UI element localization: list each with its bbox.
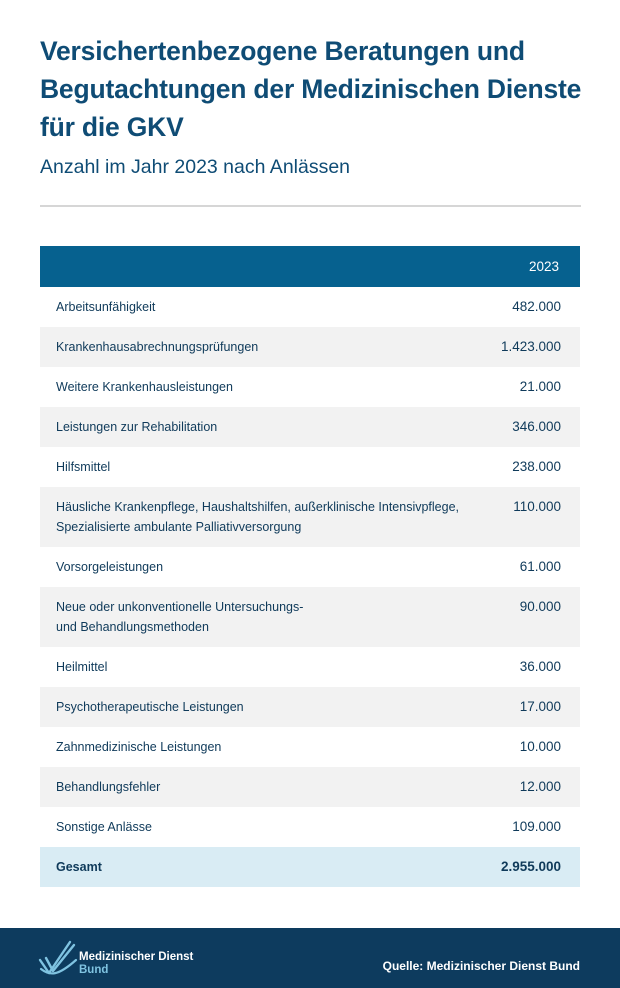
logo-name: Medizinischer Dienst	[79, 951, 194, 963]
row-label: Leistungen zur Rehabilitation	[56, 420, 218, 434]
row-value: 17.000	[519, 699, 561, 714]
row-value: 109.000	[512, 819, 561, 834]
row-value: 61.000	[519, 559, 561, 574]
row-label: Psychotherapeutische Leistungen	[56, 700, 244, 714]
table-row	[40, 547, 580, 587]
row-value: 1.423.000	[500, 339, 561, 354]
row-value: 482.000	[512, 299, 561, 314]
table-row	[40, 727, 580, 767]
row-label: Häusliche Krankenpflege, Haushaltshilfen, außerklinische Intensivpflege, Spezialisierte ambulante Palliativversorgung	[56, 500, 460, 534]
footer	[0, 928, 620, 988]
row-value: 2.955.000	[500, 859, 561, 874]
row-label: Arbeitsunfähigkeit	[56, 300, 156, 314]
table-row-total	[40, 847, 580, 887]
row-label: Zahnmedizinische Leistungen	[56, 740, 222, 754]
table-row	[40, 287, 580, 327]
row-label: Behandlungsfehler	[56, 780, 161, 794]
table-row	[40, 647, 580, 687]
row-value: 90.000	[519, 599, 561, 614]
logo-subname: Bund	[79, 964, 109, 976]
row-value: 110.000	[513, 499, 561, 514]
table-header	[40, 246, 580, 287]
row-label: Hilfsmittel	[56, 460, 111, 474]
row-value: 238.000	[512, 459, 561, 474]
page-title: Versichertenbezogene Beratungen und Begutachtungen der Medizinischen Dienste für die GKV	[40, 36, 582, 142]
data-table	[40, 246, 580, 887]
table-row	[40, 487, 580, 547]
table-body	[40, 287, 580, 847]
row-value: 346.000	[512, 419, 561, 434]
table-row	[40, 807, 580, 847]
row-label: Neue oder unkonventionelle Untersuchungs- und Behandlungsmethoden	[56, 600, 304, 634]
checkmark-logo-icon	[38, 940, 78, 978]
divider	[40, 205, 581, 207]
row-label: Weitere Krankenhausleistungen	[56, 380, 233, 394]
page-subtitle: Anzahl im Jahr 2023 nach Anlässen	[40, 156, 351, 178]
row-value: 36.000	[519, 659, 561, 674]
row-label: Vorsorgeleistungen	[56, 560, 164, 574]
column-header-2023: 2023	[528, 259, 559, 274]
table-row	[40, 767, 580, 807]
table-row	[40, 587, 580, 647]
row-label: Krankenhausabrechnungsprüfungen	[56, 340, 259, 354]
table-row	[40, 447, 580, 487]
table-row	[40, 327, 580, 367]
table-row	[40, 407, 580, 447]
row-label: Sonstige Anlässe	[56, 820, 152, 834]
table-row	[40, 687, 580, 727]
row-value: 21.000	[519, 379, 561, 394]
row-label: Gesamt	[56, 860, 102, 874]
source-note: Quelle: Medizinischer Dienst Bund	[382, 959, 580, 973]
row-value: 12.000	[519, 779, 561, 794]
row-label: Heilmittel	[56, 660, 108, 674]
table-row	[40, 367, 580, 407]
row-value: 10.000	[519, 739, 561, 754]
